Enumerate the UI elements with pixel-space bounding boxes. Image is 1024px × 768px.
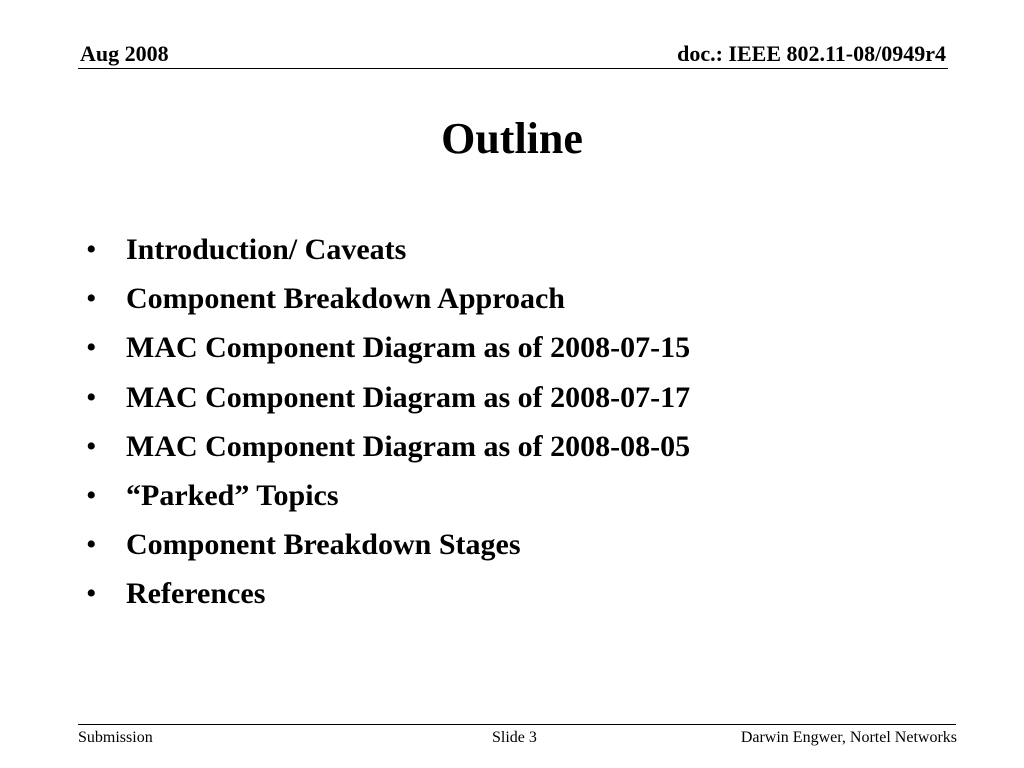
bullet-icon: • — [86, 331, 97, 365]
bullet-icon: • — [86, 528, 97, 562]
bullet-icon: • — [86, 429, 97, 463]
outline-item-text: “Parked” Topics — [126, 478, 339, 512]
outline-item-text: Introduction/ Caveats — [126, 233, 407, 266]
footer-submission: Submission — [78, 729, 153, 746]
outline-item-text: MAC Component Diagram as of 2008-08-05 — [126, 429, 691, 463]
outline-item-text: MAC Component Diagram as of 2008-07-17 — [126, 380, 691, 414]
header-doc-id: doc.: IEEE 802.11-08/0949r4 — [677, 41, 946, 66]
bullet-icon: • — [86, 233, 97, 266]
outline-item-text: Component Breakdown Stages — [126, 528, 521, 562]
bullet-icon: • — [86, 282, 97, 316]
outline-item-text: Component Breakdown Approach — [126, 282, 565, 316]
outline-item-text: MAC Component Diagram as of 2008-07-15 — [126, 331, 691, 365]
bullet-icon: • — [86, 478, 97, 512]
bullet-icon: • — [86, 577, 97, 611]
footer-slide-number: Slide 3 — [492, 729, 537, 746]
slide-title: Outline — [441, 114, 583, 163]
outline-item-text: References — [126, 577, 266, 611]
bullet-icon: • — [86, 380, 97, 414]
footer-author: Darwin Engwer, Nortel Networks — [740, 729, 957, 746]
header-divider — [78, 68, 948, 69]
footer-divider — [78, 724, 956, 725]
header-date: Aug 2008 — [80, 41, 169, 66]
